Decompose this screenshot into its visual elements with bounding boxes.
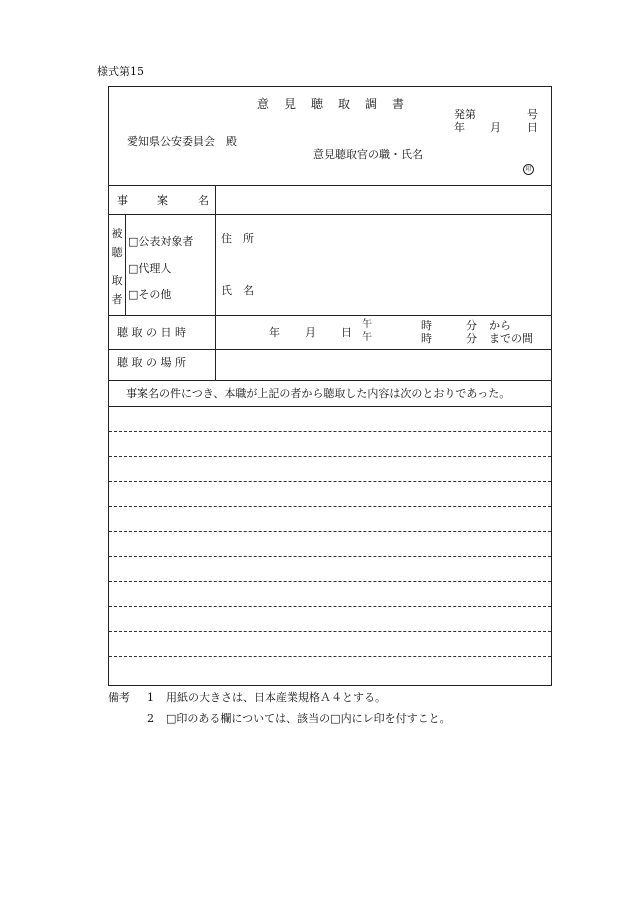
subject-label-char: 取 [111,274,123,287]
content-line [109,431,551,432]
title-char: 見 [284,97,297,111]
content-line [109,506,551,507]
official-title-label: 意見聴取官の職・氏名 [313,148,423,161]
until-label: までの間 [489,332,533,345]
subject-label-char: 者 [111,293,123,306]
month-label: 月 [305,326,316,339]
content-line [109,556,551,557]
from-label: から [489,319,511,332]
hearing-content-area[interactable] [109,407,551,685]
content-line [109,531,551,532]
divider [215,214,216,315]
minute-label: 分 [466,319,477,332]
date-month-label: 月 [490,121,501,134]
name-label: 氏 名 [221,284,254,297]
remark-number: 2 [147,712,154,725]
case-label-char: 名 [198,194,209,207]
divider [109,315,551,316]
subject-label-char: 聴 [111,246,123,259]
subject-label-char: 被 [111,227,123,240]
form-number-label: 様式第15 [97,65,144,78]
content-line [109,456,551,457]
checkbox-other[interactable]: □その他 [128,288,172,301]
remark-text: □印のある欄については、該当の□内にレ印を付すこと。 [166,712,451,725]
date-year-label: 年 [454,121,465,134]
minute-label: 分 [466,332,477,345]
document-number-suffix: 号 [527,108,538,121]
title-char: 意 [257,97,270,111]
document-number-prefix: 発第 [454,108,476,121]
checkbox-agent[interactable]: □代理人 [128,262,172,275]
remark-text: 用紙の大きさは、日本産業規格Ａ４とする。 [166,691,386,704]
case-label-char: 事 [117,194,128,207]
remarks-label: 備考 [108,691,130,704]
am-label: 午 [362,319,372,330]
divider [215,315,216,349]
content-line [109,606,551,607]
hour-label: 時 [421,319,432,332]
subject-address-field[interactable] [259,217,547,261]
hour-label: 時 [421,332,432,345]
subject-name-field[interactable] [259,267,547,311]
divider [125,214,126,315]
case-name-field[interactable] [216,186,551,214]
hearing-place-field[interactable] [216,350,551,380]
content-line [109,581,551,582]
address-label: 住 所 [221,232,254,245]
divider [109,380,551,381]
date-day-label: 日 [527,121,538,134]
remark-number: 1 [147,691,154,704]
title-char: 書 [392,97,405,111]
seal-mark: 印 [523,164,534,175]
hearing-place-label: 聴 取 の 場 所 [117,356,186,369]
case-label-char: 案 [157,194,168,207]
addressee: 愛知県公安委員会 殿 [127,135,237,148]
divider [109,214,551,215]
checkbox-public-subject[interactable]: □公表対象者 [128,235,194,248]
hearing-record-form [108,86,552,686]
title-char: 取 [338,97,351,111]
title-char: 調 [365,97,378,111]
title-char: 聴 [311,97,324,111]
pm-label: 午 [362,332,372,343]
day-label: 日 [341,326,352,339]
year-label: 年 [269,326,280,339]
statement-text: 事案名の件につき、本職が上記の者から聴取した内容は次のとおりであった。 [126,387,511,400]
hearing-date-label: 聴 取 の 日 時 [117,326,186,339]
content-line [109,481,551,482]
content-line [109,656,551,657]
content-line [109,631,551,632]
